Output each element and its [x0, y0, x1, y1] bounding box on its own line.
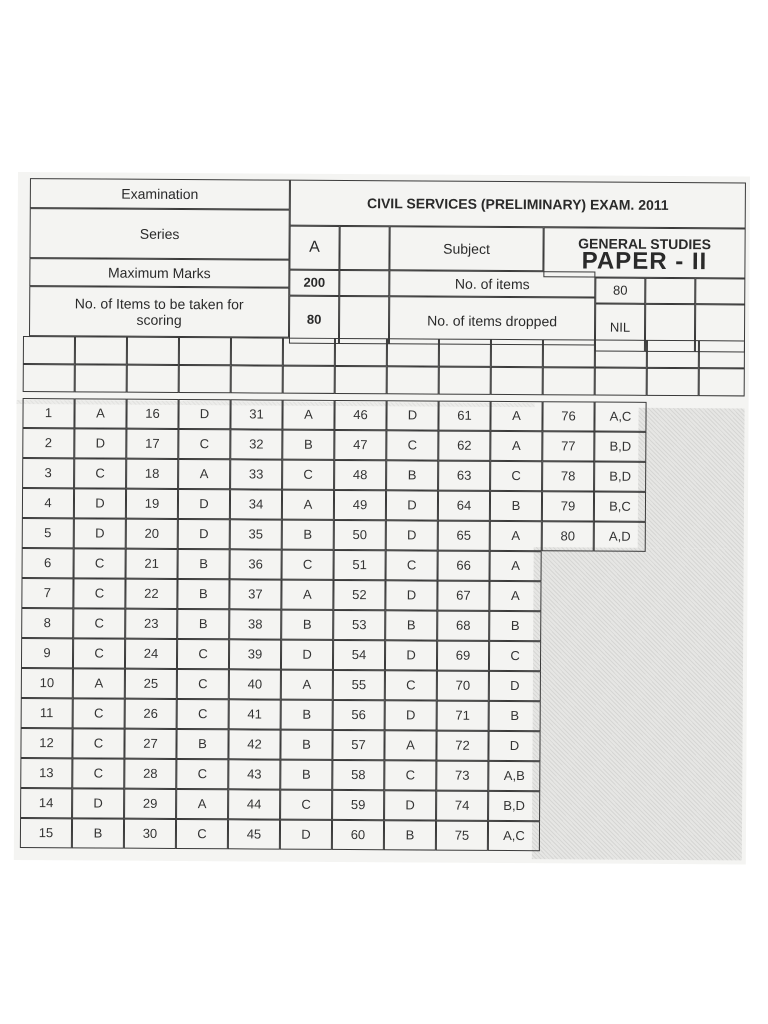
answer-cell: B: [489, 701, 541, 731]
answer-cell: B,D: [594, 432, 646, 462]
question-number-cell: 80: [542, 521, 594, 551]
answer-cell: B: [178, 549, 230, 579]
blank-grid-cell: [387, 338, 439, 366]
subject-line-1: GENERAL STUDIES: [578, 235, 711, 253]
question-number-cell: 47: [334, 430, 386, 460]
answer-cell: D: [178, 399, 230, 429]
blank-grid-cell: [439, 339, 491, 367]
answer-cell: D: [74, 428, 126, 458]
dropped-label: No. of items dropped: [389, 296, 595, 345]
answer-cell: B: [282, 520, 334, 550]
blank-grid-cell: [439, 367, 491, 395]
answer-cell: B: [282, 430, 334, 460]
answer-cell: C: [282, 460, 334, 490]
blank-grid-cell: [127, 337, 179, 365]
answer-cell: A: [384, 730, 436, 760]
question-number-cell: 73: [436, 761, 488, 791]
answer-cell: D: [385, 640, 437, 670]
question-number-cell: 40: [229, 669, 281, 699]
question-number-cell: 33: [230, 459, 282, 489]
answer-cell: B: [489, 611, 541, 641]
scoring-value: 80: [289, 296, 339, 344]
answer-cell: C: [73, 698, 125, 728]
max-marks-value: 200: [289, 270, 339, 296]
blank-grid-cell: [231, 337, 283, 365]
question-number-cell: 61: [438, 401, 490, 431]
answer-cell: D: [386, 520, 438, 550]
blank-cell: [645, 278, 695, 304]
answer-cell: C: [386, 430, 438, 460]
question-number-cell: 29: [124, 789, 176, 819]
question-number-cell: 37: [229, 579, 281, 609]
question-number-cell: 2: [22, 428, 74, 458]
blank-grid-cell: [231, 365, 283, 393]
question-number-cell: 62: [438, 431, 490, 461]
blank-grid-cell: [23, 364, 75, 392]
question-number-cell: 49: [334, 490, 386, 520]
blank-cell: [339, 270, 389, 296]
blank-grid-cell: [491, 339, 543, 367]
answer-cell: D: [489, 671, 541, 701]
answer-cell: B,D: [594, 462, 646, 492]
question-number-cell: 72: [436, 731, 488, 761]
question-number-cell: 42: [228, 729, 280, 759]
answer-cell: A,D: [594, 522, 646, 552]
question-number-cell: 4: [22, 488, 74, 518]
question-number-cell: 43: [228, 759, 280, 789]
answer-cell: C: [385, 670, 437, 700]
answer-cell: A: [490, 431, 542, 461]
question-number-cell: 39: [229, 639, 281, 669]
answer-cell: A: [490, 401, 542, 431]
answer-cell: D: [386, 490, 438, 520]
question-number-cell: 3: [22, 458, 74, 488]
answer-cell: C: [177, 699, 229, 729]
question-number-cell: 27: [124, 729, 176, 759]
answer-cell: A,B: [488, 761, 540, 791]
question-number-cell: 38: [229, 609, 281, 639]
answer-cell: C: [280, 790, 332, 820]
answer-cell: A: [281, 670, 333, 700]
question-number-cell: 11: [21, 698, 73, 728]
answer-cell: C: [74, 458, 126, 488]
answer-cell: D: [178, 489, 230, 519]
blank-cell: [339, 226, 389, 270]
question-number-cell: 41: [229, 699, 281, 729]
blank-grid-cell: [491, 367, 543, 395]
question-number-cell: 31: [230, 399, 282, 429]
answer-cell: C: [72, 728, 124, 758]
answer-cell: B: [384, 820, 436, 850]
answer-cell: A,C: [488, 821, 540, 851]
answer-cell: D: [74, 488, 126, 518]
question-number-cell: 44: [228, 789, 280, 819]
answer-cell: D: [386, 400, 438, 430]
answer-cell: A: [282, 490, 334, 520]
answer-cell: C: [489, 641, 541, 671]
answer-cell: B: [177, 579, 229, 609]
question-number-cell: 64: [438, 491, 490, 521]
answer-cell: A: [490, 521, 542, 551]
answer-cell: C: [74, 548, 126, 578]
answer-cell: D: [280, 820, 332, 850]
question-number-cell: 71: [437, 701, 489, 731]
question-number-cell: 74: [436, 791, 488, 821]
subject-line-2: PAPER - II: [581, 247, 708, 276]
question-number-cell: 28: [124, 759, 176, 789]
answer-cell: B: [176, 729, 228, 759]
question-number-cell: 53: [333, 610, 385, 640]
max-marks-label: Maximum Marks: [29, 258, 289, 288]
question-number-cell: 54: [333, 640, 385, 670]
answer-cell: B: [177, 609, 229, 639]
question-number-cell: 45: [228, 819, 280, 849]
answer-cell: D: [178, 519, 230, 549]
blank-grid-cell: [699, 340, 745, 368]
answer-cell: A: [489, 581, 541, 611]
question-number-cell: 10: [21, 668, 73, 698]
examination-label: Examination: [30, 178, 290, 210]
question-number-cell: 58: [332, 760, 384, 790]
question-number-cell: 51: [334, 550, 386, 580]
answer-cell: C: [73, 608, 125, 638]
answer-cell: B: [281, 700, 333, 730]
question-number-cell: 32: [230, 429, 282, 459]
answer-cell: C: [282, 550, 334, 580]
scoring-label: No. of Items to be taken for scoring: [29, 286, 289, 338]
answer-cell: B: [280, 730, 332, 760]
answer-cell: A: [73, 668, 125, 698]
blank-grid-cell: [387, 366, 439, 394]
answer-cell: D: [281, 640, 333, 670]
blank-cell: [695, 278, 745, 304]
answer-cell: B,D: [488, 791, 540, 821]
blank-grid-cell: [335, 366, 387, 394]
answer-cell: C: [384, 760, 436, 790]
question-number-cell: 14: [20, 788, 72, 818]
answer-cell: B: [281, 610, 333, 640]
question-number-cell: 9: [21, 638, 73, 668]
question-number-cell: 68: [437, 611, 489, 641]
question-number-cell: 19: [126, 489, 178, 519]
blank-grid-cell: [543, 339, 595, 367]
question-number-cell: 67: [437, 581, 489, 611]
question-number-cell: 56: [333, 700, 385, 730]
question-number-cell: 77: [542, 431, 594, 461]
question-number-cell: 15: [20, 818, 72, 848]
answer-cell: C: [386, 550, 438, 580]
question-number-cell: 20: [126, 519, 178, 549]
question-number-cell: 26: [125, 699, 177, 729]
answer-cell: C: [178, 429, 230, 459]
items-value: 80: [595, 278, 645, 304]
blank-grid-cell: [335, 338, 387, 366]
blank-grid-cell: [23, 336, 75, 364]
dropped-value: NIL: [595, 304, 645, 352]
items-label: No. of items: [389, 270, 595, 297]
answer-cell: C: [73, 578, 125, 608]
question-number-cell: 48: [334, 460, 386, 490]
question-number-cell: 5: [22, 518, 74, 548]
question-number-cell: 46: [334, 400, 386, 430]
question-number-cell: 34: [230, 489, 282, 519]
question-number-cell: 18: [126, 459, 178, 489]
answer-cell: C: [177, 639, 229, 669]
examination-value: CIVIL SERVICES (PRELIMINARY) EXAM. 2011: [290, 180, 746, 229]
question-number-cell: 16: [126, 399, 178, 429]
blank-grid-cell: [595, 368, 647, 396]
question-number-cell: 30: [124, 819, 176, 849]
answer-cell: A,C: [594, 402, 646, 432]
answer-cell: D: [488, 731, 540, 761]
question-number-cell: 79: [542, 491, 594, 521]
blank-grid-cell: [647, 368, 699, 396]
answer-cell: C: [177, 669, 229, 699]
blank-grid-cell: [699, 368, 745, 396]
question-number-cell: 17: [126, 429, 178, 459]
question-number-cell: 52: [333, 580, 385, 610]
blank-grid-cell: [283, 338, 335, 366]
question-number-cell: 13: [20, 758, 72, 788]
blank-grid-cell: [283, 366, 335, 394]
answer-cell: B: [386, 460, 438, 490]
answer-cell: A: [281, 580, 333, 610]
answer-cell: A: [74, 398, 126, 428]
question-number-cell: 55: [333, 670, 385, 700]
blank-grid-cell: [75, 364, 127, 392]
answer-key-sheet: [14, 172, 750, 864]
answer-cell: D: [384, 790, 436, 820]
answer-cell: A: [178, 459, 230, 489]
question-number-cell: 22: [125, 579, 177, 609]
answer-cell: D: [74, 518, 126, 548]
question-number-cell: 69: [437, 641, 489, 671]
question-number-cell: 75: [436, 821, 488, 851]
blank-grid-cell: [75, 336, 127, 364]
blank-grid-cell: [179, 365, 231, 393]
question-number-cell: 66: [438, 551, 490, 581]
question-number-cell: 35: [230, 519, 282, 549]
series-label: Series: [29, 208, 289, 260]
answer-cell: D: [385, 700, 437, 730]
question-number-cell: 7: [21, 578, 73, 608]
answer-cell: B,C: [594, 492, 646, 522]
answer-cell: A: [490, 551, 542, 581]
answer-cell: A: [176, 789, 228, 819]
answer-cell: C: [73, 638, 125, 668]
question-number-cell: 60: [332, 820, 384, 850]
question-number-cell: 25: [125, 669, 177, 699]
blank-grid-cell: [543, 367, 595, 395]
answer-cell: C: [72, 758, 124, 788]
question-number-cell: 36: [230, 549, 282, 579]
question-number-cell: 78: [542, 461, 594, 491]
answer-cell: D: [385, 580, 437, 610]
question-number-cell: 12: [20, 728, 72, 758]
shaded-area-bottom-right: [532, 547, 744, 860]
answer-cell: B: [385, 610, 437, 640]
question-number-cell: 24: [125, 639, 177, 669]
series-value: A: [289, 226, 339, 270]
question-number-cell: 65: [438, 521, 490, 551]
answer-cell: C: [176, 759, 228, 789]
blank-grid-cell: [179, 337, 231, 365]
question-number-cell: 63: [438, 461, 490, 491]
answer-cell: C: [176, 819, 228, 849]
question-number-cell: 1: [22, 398, 74, 428]
answer-cell: B: [280, 760, 332, 790]
question-number-cell: 70: [437, 671, 489, 701]
question-number-cell: 59: [332, 790, 384, 820]
question-number-cell: 21: [126, 549, 178, 579]
question-number-cell: 23: [125, 609, 177, 639]
blank-grid-cell: [127, 365, 179, 393]
question-number-cell: 50: [334, 520, 386, 550]
answer-cell: B: [72, 818, 124, 848]
answer-cell: B: [490, 491, 542, 521]
blank-grid-cell: [595, 340, 647, 368]
answer-cell: A: [282, 400, 334, 430]
blank-grid-cell: [647, 340, 699, 368]
question-number-cell: 57: [332, 730, 384, 760]
question-number-cell: 8: [21, 608, 73, 638]
shaded-area-right: [638, 408, 745, 549]
subject-label: Subject: [389, 226, 543, 271]
question-number-cell: 6: [22, 548, 74, 578]
question-number-cell: 76: [542, 401, 594, 431]
answer-cell: D: [72, 788, 124, 818]
answer-cell: C: [490, 461, 542, 491]
